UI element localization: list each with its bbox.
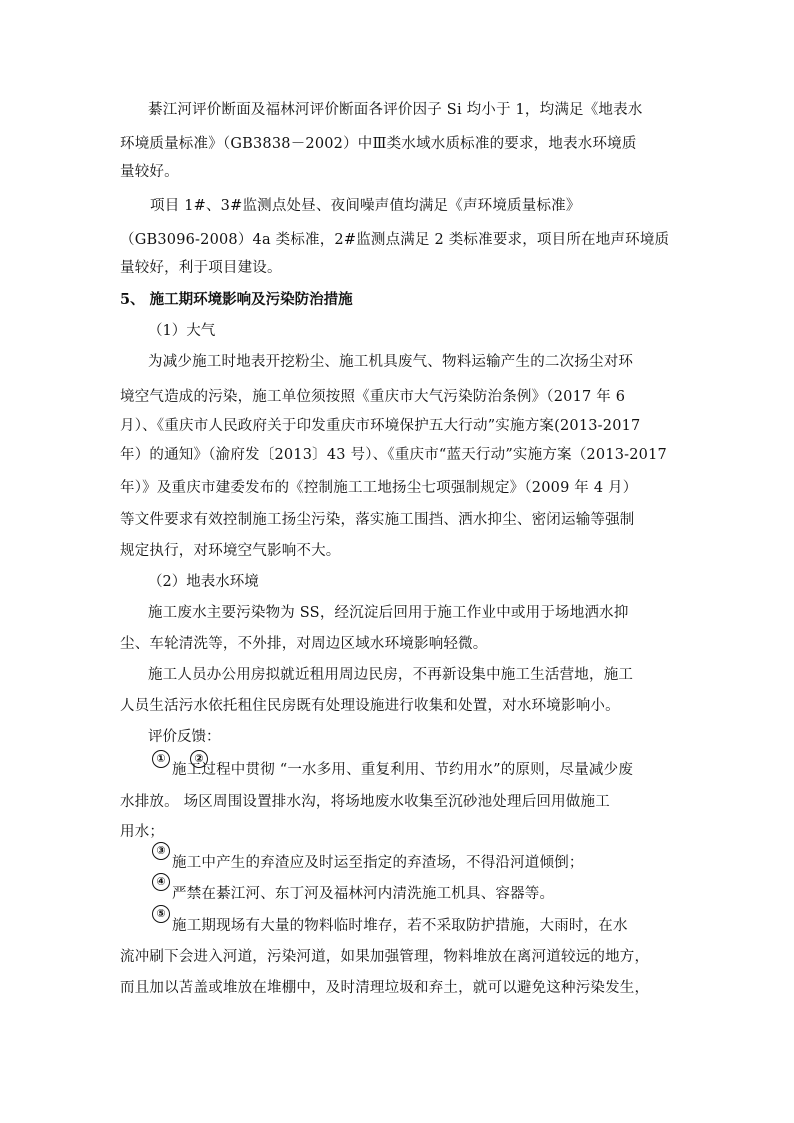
paragraph-air-line-5: 年）》及重庆市建委发布的《控制施工工地扬尘七项强制规定》（2009 年 4 月） [120, 480, 638, 496]
paragraph-wastewater-line-1: 施工废水主要污染物为 SS，经沉淀后回用于施工作业中或用于场地洒水抑 [148, 605, 629, 621]
paragraph-air-line-2: 境空气造成的污染，施工单位须按照《重庆市大气污染防治条例》（2017 年 6 [120, 389, 626, 405]
marker-3: ③ [152, 842, 170, 860]
paragraph-noise-line-2: （GB3096-2008）4a 类标准，2#监测点满足 2 类标准要求，项目所在地声环境质 [120, 232, 670, 248]
paragraph-air-line-1: 为减少施工时地表开挖粉尘、施工机具废气、物料运输产生的二次扬尘对环 [148, 354, 634, 370]
marker-1: ① [152, 750, 170, 768]
paragraph-domestic-sewage-line-2: 人员生活污水依托租住民房既有处理设施进行收集和处置，对水环境影响小。 [120, 698, 620, 714]
paragraph-wastewater-line-2: 尘、车轮清洗等，不外排，对周边区域水环境影响轻微。 [120, 636, 488, 652]
item-3-text: 施工中产生的弃渣应及时运至指定的弃渣场，不得沿河道倾倒； [172, 855, 584, 871]
paragraph-noise-line-1: 项目 1#、3#监测点处昼、夜间噪声值均满足《声环境质量标准》 [150, 198, 581, 214]
paragraph-surface-water-line-1: 綦江河评价断面及福林河评价断面各评价因子 Si 均小于 1，均满足《地表水 [148, 102, 643, 118]
item-1-2-line-3: 用水； [120, 824, 165, 840]
paragraph-surface-water-line-3: 量较好。 [120, 164, 179, 180]
marker-4: ④ [152, 873, 170, 891]
item-5-line-3: 而且加以苫盖或堆放在堆棚中，及时清理垃圾和弃土，就可以避免这种污染发生， [120, 980, 650, 996]
item-4-text: 严禁在綦江河、东丁河及福林河内清洗施工机具、容器等。 [172, 886, 555, 902]
subheading-surface-water: （2）地表水环境 [148, 574, 259, 590]
marker-5: ⑤ [152, 905, 170, 923]
item-5-line-2: 流冲刷下会进入河道，污染河道，如果加强管理，物料堆放在离河道较远的地方， [120, 949, 650, 965]
subheading-air: （1）大气 [148, 323, 216, 339]
item-5-line-1: 施工期现场有大量的物料临时堆存，若不采取防护措施，大雨时，在水 [172, 918, 628, 934]
paragraph-domestic-sewage-line-1: 施工人员办公用房拟就近租用周边民房，不再新设集中施工生活营地，施工 [148, 667, 634, 683]
feedback-label: 评价反馈： [148, 729, 221, 745]
paragraph-air-line-7: 规定执行，对环境空气影响不大。 [120, 543, 341, 559]
paragraph-air-line-3: 月）、《重庆市人民政府关于印发重庆市环境保护五大行动”实施方案(2013-2017 [120, 418, 641, 434]
item-1-2-line-1: 施工过程中贯彻 “一水多用、重复利用、节约用水”的原则，尽量减少废 [172, 762, 634, 778]
section-heading-5: 5、 施工期环境影响及污染防治措施 [120, 291, 353, 308]
item-1-2-line-2: 水排放。 场区周围设置排水沟，将场地废水收集至沉砂池处理后回用做施工 [120, 794, 610, 810]
paragraph-surface-water-line-2: 环境质量标准》（GB3838－2002）中Ⅲ类水域水质标准的要求，地表水环境质 [120, 136, 637, 152]
marker-2: ② [190, 750, 208, 768]
paragraph-air-line-4: 年）的通知》（渝府发〔2013〕43 号）、《重庆市“蓝天行动”实施方案（2013-2017 [120, 447, 667, 463]
paragraph-noise-line-3: 量较好，利于项目建设。 [120, 260, 282, 276]
paragraph-air-line-6: 等文件要求有效控制施工扬尘污染，落实施工围挡、洒水抑尘、密闭运输等强制 [120, 512, 635, 528]
